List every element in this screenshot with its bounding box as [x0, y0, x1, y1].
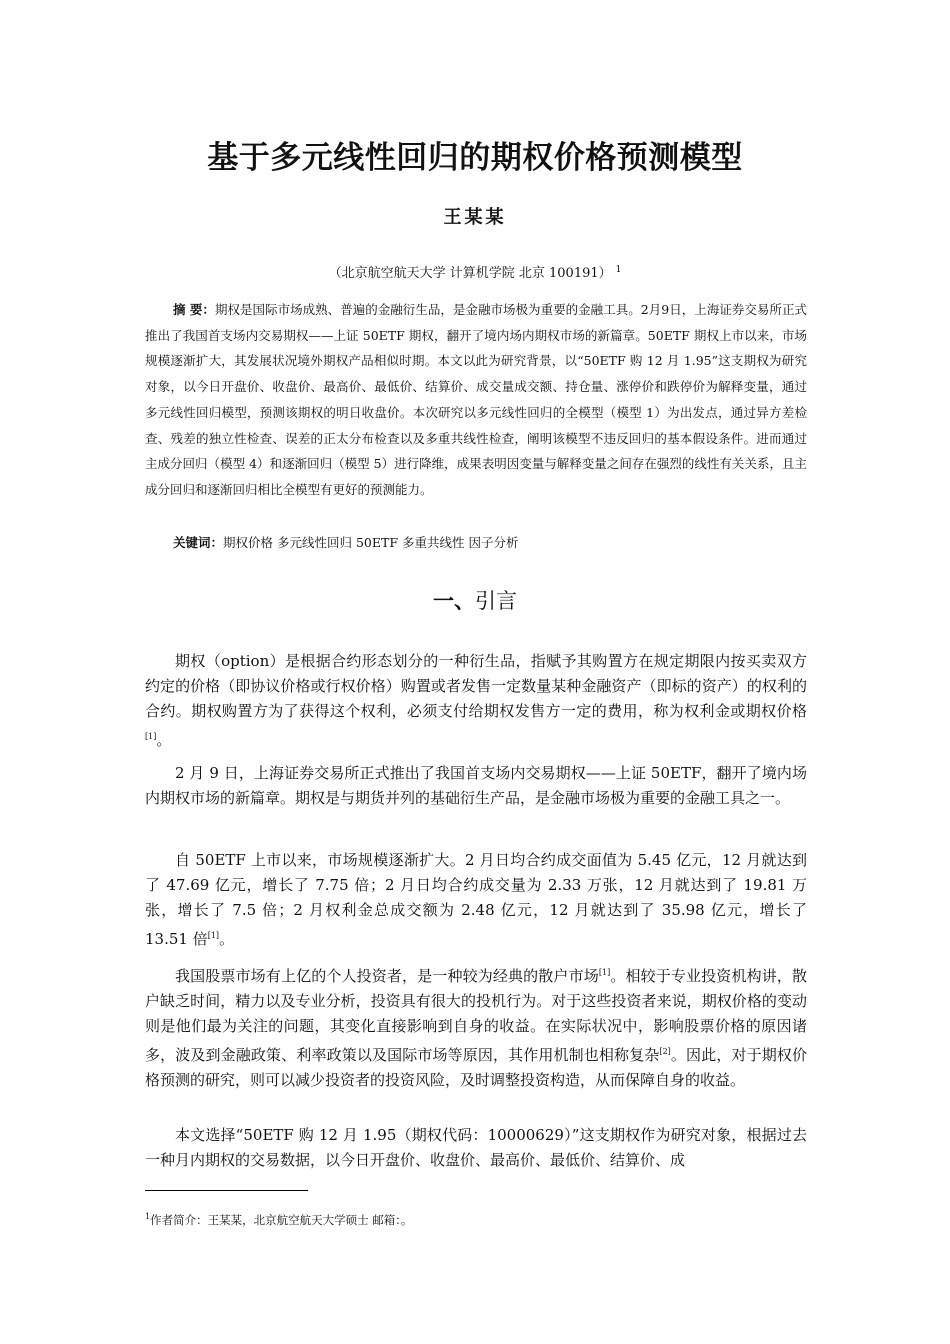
paragraph-4-text-c: 。因此，对于期权价格预测的研究，则可以减少投资者的投资风险，及时调整投资构造，从而保障自身的收益。 — [145, 1046, 807, 1090]
paragraph-4 — [145, 960, 807, 1093]
section-title: 引言 — [475, 589, 517, 613]
abstract-label: 摘 要： — [173, 302, 215, 317]
footnote-separator — [145, 1190, 308, 1191]
keywords-label: 关键词： — [173, 535, 224, 550]
affiliation-text: （北京航空航天大学 计算机学院 北京 100191） — [328, 266, 612, 281]
section-heading — [0, 585, 950, 615]
paragraph-4-text-a: 我国股票市场有上亿的个人投资者，是一种较为经典的散户市场 — [175, 967, 599, 985]
paragraph-1-end: 。 — [156, 731, 172, 750]
footnote-mark: 1 — [145, 1212, 151, 1222]
paragraph-4-text-b: 。相较于专业投资机构讲，散户缺乏时间，精力以及专业分析，投资具有很大的投机行为。对于这些投资者来说，期权价格的变动则是他们最为关注的问题，其变化直接影响到自身的收益。在实际状况中，影响股票价格的原因诸多，波及到金融政策、利率政策以及国际市场等原因，其作用机制也相称复杂 — [145, 967, 807, 1065]
paragraph-1 — [145, 649, 807, 753]
paragraph-1-text: 期权（option）是根据合约形态划分的一种衍生品，指赋予其购置方在规定期限内按买卖双方约定的价格（即协议价格或行权价格）购置或者发售一定数量某种金融资产（即标的资产）的权利的合约。期权购置方为了获得这个权利，必须支付给期权发售方一定的费用，称为权利金或期权价格 — [145, 652, 807, 721]
paper-title: 基于多元线性回归的期权价格预测模型 — [207, 140, 743, 176]
paragraph-2: 2 月 9 日，上海证券交易所正式推出了我国首支场内交易期权——上证 50ETF，翻开了境内场内期权市场的新篇章。期权是与期货并列的基础衍生产品，是金融市场极为重要的金融工具之一。 — [145, 764, 807, 808]
paragraph-3 — [145, 848, 807, 952]
paragraph-3-text: 自 50ETF 上市以来，市场规模逐渐扩大。2 月日均合约成交面值为 5.45 亿元，12 月就达到了 47.69 亿元，增长了 7.75 倍；2 月日均合约成交量为 2.33 万张，12 月就达到了 19.81 万张，增长了 7.5 倍；2 月权利金总成交额为 2.48 亿元，12 月就达到了 35.98 亿元，增长了 13.51 倍 — [145, 851, 807, 949]
abstract — [145, 297, 807, 503]
citation-ref: [2] — [659, 1047, 671, 1057]
footnote-text: 作者简介：王某某，北京航空航天大学硕士 邮箱：。 — [150, 1213, 413, 1227]
section-number: 一、 — [433, 589, 475, 613]
paragraph-5: 本文选择“50ETF 购 12 月 1.95（期权代码：10000629）”这支期权作为研究对象，根据过去一种月内期权的交易数据，以今日开盘价、收盘价、最高价、最低价、结算价、成 — [145, 1126, 807, 1170]
keywords — [173, 533, 518, 551]
citation-ref: [1] — [145, 732, 157, 742]
citation-ref: [1] — [598, 968, 611, 977]
author-name: 王某某 — [443, 207, 507, 228]
affiliation-footnote-mark: 1 — [615, 264, 622, 275]
footnote — [145, 1212, 413, 1228]
affiliation — [0, 262, 950, 281]
paragraph-3-end: 。 — [219, 930, 235, 949]
citation-ref: [1] — [207, 931, 220, 941]
abstract-text: 期权是国际市场成熟、普遍的金融衍生品，是金融市场极为重要的金融工具。2月9日，上海证券交易所正式推出了我国首支场内交易期权——上证 50ETF 期权，翻开了境内场内期权市场的新篇章。50ETF 期权上市以来，市场规模逐渐扩大，其发展状况境外期权产品相似时期。本文以此为研究背景，以“50ETF 购 12 月 1.95”这支期权为研究对象，以今日开盘价、收盘价、最高价、最低价、结算价、成交量成交额、持仓量、涨停价和跌停价为解释变量，通过多元线性回归模型，预测该期权的明日收盘价。本次研究以多元线性回归的全模型（模型 1）为出发点，通过异方差检查、残差的独立性检查、误差的正太分布检查以及多重共线性检查，阐明该模型不违反回归的基本假设条件。进而通过主成分回归（模型 4）和逐渐回归（模型 5）进行降维，成果表明因变量与解释变量之间存在强烈的线性有关关系，且主成分回归和逐渐回归相比全模型有更好的预测能力。 — [145, 302, 807, 497]
keywords-text: 期权价格 多元线性回归 50ETF 多重共线性 因子分析 — [223, 535, 519, 550]
